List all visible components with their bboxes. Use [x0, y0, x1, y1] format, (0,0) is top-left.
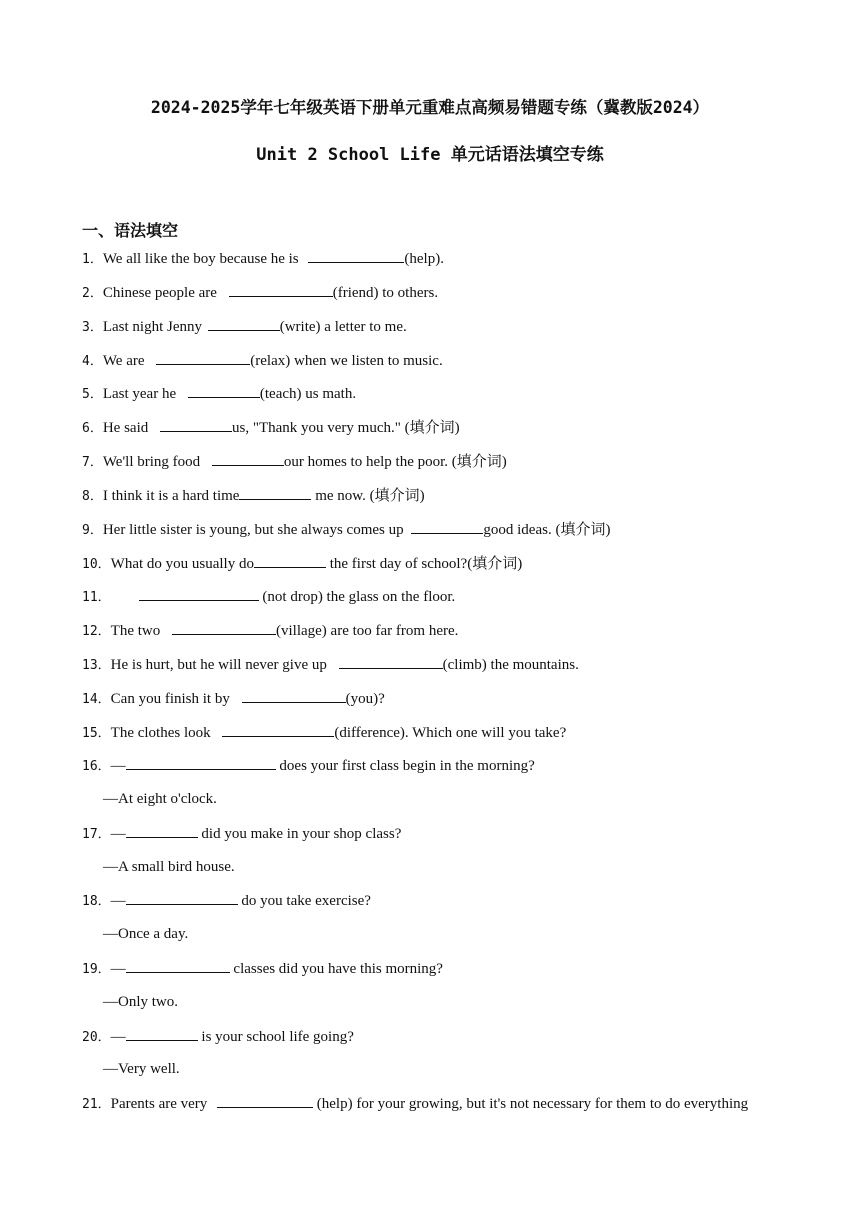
question-text-after: do you take exercise? — [237, 893, 371, 909]
question-text-after: (village) are too far from here. — [275, 623, 459, 639]
question-8 — [82, 485, 425, 507]
answer-blank[interactable] — [126, 755, 276, 770]
question-6 — [82, 417, 460, 439]
question-3 — [82, 316, 407, 338]
question-text-after: the first day of school?(填介词) — [325, 556, 523, 572]
question-text-after: (teach) us math. — [259, 386, 357, 402]
answer-blank[interactable] — [229, 282, 333, 297]
question-number: 4． — [82, 354, 103, 369]
question-number: 19． — [82, 962, 111, 977]
question-text-before: Last night Jenny — [102, 319, 206, 335]
question-number: 15． — [82, 726, 111, 741]
question-text-after: does your first class begin in the morning? — [275, 758, 535, 774]
question-21 — [82, 1093, 748, 1115]
question-text-before: — — [110, 1029, 126, 1045]
question-4 — [82, 350, 443, 372]
question-text-after: good ideas. (填介词) — [483, 522, 611, 538]
question-text-before: Last year he — [102, 386, 180, 402]
question-20 — [82, 1026, 354, 1048]
document-title: 2024-2025学年七年级英语下册单元重难点高频易错题专练（冀教版2024） — [150, 98, 710, 117]
question-number: 9． — [82, 523, 103, 538]
question-text-before: — — [110, 758, 126, 774]
answer-blank[interactable] — [222, 722, 334, 737]
answer-blank[interactable] — [208, 316, 280, 331]
question-text-before: I think it is a hard time — [102, 488, 240, 504]
question-text-after: (difference). Which one will you take? — [334, 725, 567, 741]
question-text-before: We all like the boy because he is — [102, 251, 303, 267]
question-text-before: Can you finish it by — [110, 691, 234, 707]
question-text-before: — — [110, 961, 126, 977]
answer-blank[interactable] — [139, 586, 259, 601]
question-number: 21． — [82, 1097, 111, 1112]
answer-blank[interactable] — [126, 958, 230, 973]
question-text-after: us, "Thank you very much." (填介词) — [231, 420, 460, 436]
question-number: 14． — [82, 692, 111, 707]
question-number: 18． — [82, 894, 111, 909]
dialogue-response: —Once a day. — [103, 926, 189, 942]
question-text-after: did you make in your shop class? — [197, 826, 402, 842]
question-text-after: (you)? — [345, 691, 385, 707]
answer-blank[interactable] — [242, 688, 346, 703]
question-text-after: (not drop) the glass on the floor. — [258, 589, 456, 605]
answer-blank[interactable] — [411, 519, 483, 534]
question-number: 12． — [82, 624, 111, 639]
answer-blank[interactable] — [254, 553, 326, 568]
question-text-after: classes did you have this morning? — [229, 961, 443, 977]
answer-blank[interactable] — [339, 654, 443, 669]
question-17 — [82, 823, 401, 845]
question-text-after: (relax) when we listen to music. — [250, 353, 443, 369]
question-number: 16． — [82, 759, 111, 774]
answer-blank[interactable] — [156, 350, 250, 365]
question-11 — [82, 586, 455, 608]
question-text-after: (friend) to others. — [332, 285, 439, 301]
answer-blank[interactable] — [126, 823, 198, 838]
question-10 — [82, 553, 522, 575]
answer-blank[interactable] — [308, 248, 404, 263]
question-16 — [82, 755, 535, 777]
question-text-before: The two — [110, 623, 164, 639]
question-text-before: He said — [102, 420, 152, 436]
dialogue-response: —At eight o'clock. — [103, 791, 217, 807]
dialogue-response: —A small bird house. — [103, 859, 235, 875]
question-number: 10． — [82, 557, 111, 572]
answer-blank[interactable] — [212, 451, 284, 466]
question-number: 13． — [82, 658, 111, 673]
question-text-before: We'll bring food — [102, 454, 204, 470]
answer-blank[interactable] — [160, 417, 232, 432]
dialogue-response: —Very well. — [103, 1061, 180, 1077]
answer-blank[interactable] — [217, 1093, 313, 1108]
question-number: 11． — [82, 590, 111, 605]
question-text-before: — — [110, 826, 126, 842]
question-text-before: — — [110, 893, 126, 909]
question-2 — [82, 282, 438, 304]
answer-blank[interactable] — [172, 620, 276, 635]
question-number: 1． — [82, 252, 103, 267]
question-number: 7． — [82, 455, 103, 470]
question-13 — [82, 654, 579, 676]
question-text-after: (climb) the mountains. — [442, 657, 579, 673]
question-text-before: Parents are very — [110, 1096, 212, 1112]
question-18 — [82, 890, 371, 912]
question-15 — [82, 722, 566, 744]
answer-blank[interactable] — [126, 1026, 198, 1041]
question-9 — [82, 519, 610, 541]
question-text-before: We are — [102, 353, 149, 369]
answer-blank[interactable] — [126, 890, 238, 905]
answer-blank[interactable] — [188, 383, 260, 398]
question-text-after: me now. (填介词) — [311, 488, 425, 504]
question-number: 2． — [82, 286, 103, 301]
question-text-before: What do you usually do — [110, 556, 254, 572]
question-19 — [82, 958, 443, 980]
question-text-before: Chinese people are — [102, 285, 221, 301]
document-subtitle: Unit 2 School Life 单元话语法填空专练 — [256, 145, 604, 165]
question-text-before: Her little sister is young, but she always comes up — [102, 522, 408, 538]
question-number: 3． — [82, 320, 103, 335]
question-number: 5． — [82, 387, 103, 402]
question-12 — [82, 620, 458, 642]
question-text-after: is your school life going? — [197, 1029, 354, 1045]
section-heading: 一、语法填空 — [82, 221, 179, 240]
question-number: 8． — [82, 489, 103, 504]
question-text-before: He is hurt, but he will never give up — [110, 657, 331, 673]
question-text-after: (help) for your growing, but it's not necessary for them to do everything — [313, 1096, 749, 1112]
question-number: 6． — [82, 421, 103, 436]
answer-blank[interactable] — [239, 485, 311, 500]
question-7 — [82, 451, 507, 473]
question-number: 20． — [82, 1030, 111, 1045]
question-5 — [82, 383, 356, 405]
question-text-after: (write) a letter to me. — [279, 319, 407, 335]
question-text-before: The clothes look — [110, 725, 215, 741]
question-text-after: our homes to help the poor. (填介词) — [283, 454, 507, 470]
question-14 — [82, 688, 385, 710]
question-text-after: (help). — [404, 251, 444, 267]
dialogue-response: —Only two. — [103, 994, 178, 1010]
question-1 — [82, 248, 444, 270]
question-number: 17． — [82, 827, 111, 842]
